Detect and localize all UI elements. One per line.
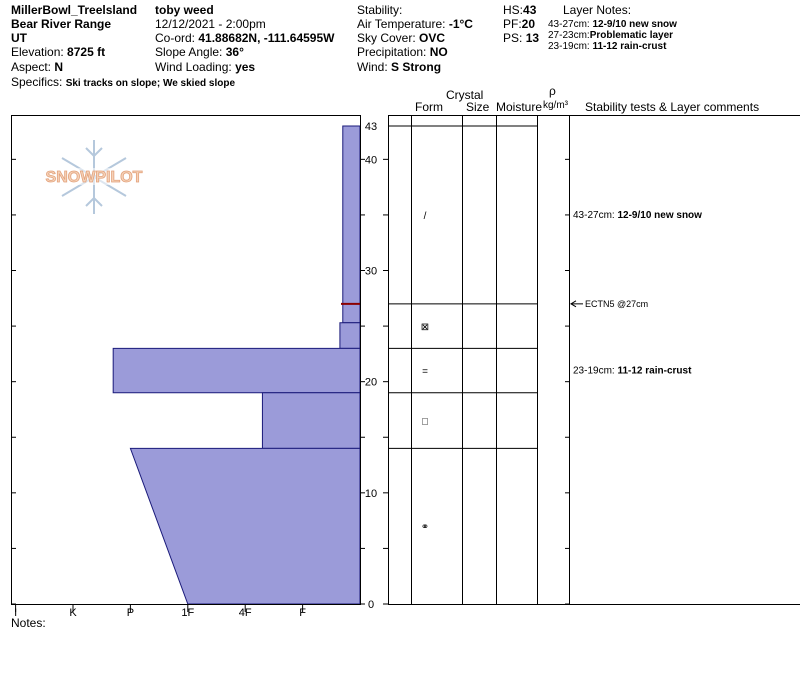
datetime: 12/12/2021 - 2:00pm xyxy=(155,17,266,31)
size-header: Size xyxy=(466,100,490,114)
wind-loading-value: yes xyxy=(235,60,256,74)
layer-comment-text-1: 12-9/10 new snow xyxy=(617,209,702,221)
hardness-layer-5 xyxy=(262,393,360,449)
precip-value: NO xyxy=(429,45,448,59)
hardness-layer-2 xyxy=(343,304,360,323)
layer-note-2-range: 27-23cm: xyxy=(548,30,590,41)
y-tick-label-10: 10 xyxy=(364,487,378,500)
slope-value: 36° xyxy=(225,45,244,59)
form-header: Form xyxy=(415,100,443,114)
layer-form-symbol-2: ⊠ xyxy=(420,322,430,334)
layer-comment-3 xyxy=(573,366,692,377)
coord-value: 41.88682N, -111.64595W xyxy=(198,31,335,45)
hardness-layer-3 xyxy=(340,323,360,349)
stability-label: Stability: xyxy=(357,3,403,17)
hs-value: 43 xyxy=(523,3,537,17)
x-axis xyxy=(14,604,306,619)
density-unit-header: kg/m³ xyxy=(543,100,568,111)
comments-header: Stability tests & Layer comments xyxy=(585,100,760,114)
snowpilot-logo xyxy=(34,140,154,214)
ps-value: 13 xyxy=(525,31,540,45)
elevation-label: Elevation: xyxy=(11,45,64,59)
aspect-label: Aspect: xyxy=(11,60,52,74)
observer-name: toby weed xyxy=(155,3,214,17)
aspect-value: N xyxy=(54,60,64,74)
layer-form-symbol-4: □ xyxy=(421,416,429,428)
hardness-profile xyxy=(113,126,360,604)
layer-rows xyxy=(388,210,702,533)
elevation-value: 8725 ft xyxy=(67,45,106,59)
sky-label: Sky Cover: xyxy=(357,31,416,45)
crystal-header: Crystal xyxy=(446,88,484,102)
specifics-value: Ski tracks on slope; We skied slope xyxy=(65,78,236,89)
layer-form-symbol-1: / xyxy=(423,210,427,222)
hardness-layer-4 xyxy=(113,348,360,392)
pf-value: 20 xyxy=(521,17,536,31)
layer-note-3-range: 23-19cm: xyxy=(548,41,590,52)
air-temp-label: Air Temperature: xyxy=(357,17,446,31)
x-tick-label-K: K xyxy=(69,607,77,619)
specifics-label: Specifics: xyxy=(11,75,63,89)
stability-tests xyxy=(571,299,648,309)
location-name: MillerBowl_Treelsland xyxy=(11,3,138,17)
y-tick-label-30: 30 xyxy=(364,265,378,278)
notes-label: Notes: xyxy=(11,616,46,630)
range-name: Bear River Range xyxy=(11,17,112,31)
air-temp-value: -1°C xyxy=(448,17,473,31)
x-tick-label-4F: 4F xyxy=(238,607,252,619)
state-name: UT xyxy=(11,31,27,45)
layer-note-3-text: 11-12 rain-crust xyxy=(592,41,667,52)
rho-header: ρ xyxy=(549,84,556,98)
wind-loading-label: Wind Loading: xyxy=(155,60,232,74)
x-tick-label-F: F xyxy=(299,607,306,619)
layer-note-1-range: 43-27cm: xyxy=(548,19,590,30)
layer-comment-range-3: 23-19cm: xyxy=(573,365,618,377)
wind-label: Wind: xyxy=(357,60,388,74)
y-tick-label-top: 43 xyxy=(364,121,378,133)
x-tick-label-P: P xyxy=(126,607,135,619)
pf-label: PF: xyxy=(503,17,522,31)
layer-notes-label: Layer Notes: xyxy=(563,3,632,17)
moisture-header: Moisture xyxy=(496,100,543,114)
layer-form-symbol-5: ⚭ xyxy=(420,522,430,534)
layer-form-symbol-3: = xyxy=(422,366,428,378)
logo-text: SNOWPILOT xyxy=(45,169,143,186)
slope-label: Slope Angle: xyxy=(155,45,223,59)
layer-comment-1 xyxy=(573,210,702,221)
test-label-1: ECTN5 @27cm xyxy=(585,298,649,309)
sky-value: OVC xyxy=(419,31,446,45)
layer-note-2-text: Problematic layer xyxy=(589,30,674,41)
y-tick-label-40: 40 xyxy=(364,154,378,167)
hardness-layer-6 xyxy=(130,448,360,604)
y-tick-label-20: 20 xyxy=(364,376,378,389)
coord-label: Co-ord: xyxy=(155,31,196,45)
layer-comment-text-3: 11-12 rain-crust xyxy=(617,365,692,377)
layer-note-1-text: 12-9/10 new snow xyxy=(592,19,677,30)
y-tick-label-0: 0 xyxy=(367,599,375,611)
hs-label: HS: xyxy=(503,3,524,17)
x-tick-label-1F: 1F xyxy=(181,607,195,619)
precip-label: Precipitation: xyxy=(357,45,427,59)
layer-comment-range-1: 43-27cm: xyxy=(573,209,618,221)
hardness-layer-1 xyxy=(343,126,360,304)
ps-label: PS: xyxy=(503,31,523,45)
wind-value: S Strong xyxy=(391,60,442,74)
x-tick-label-I: I xyxy=(14,607,18,619)
layer-table-frame xyxy=(389,116,800,605)
